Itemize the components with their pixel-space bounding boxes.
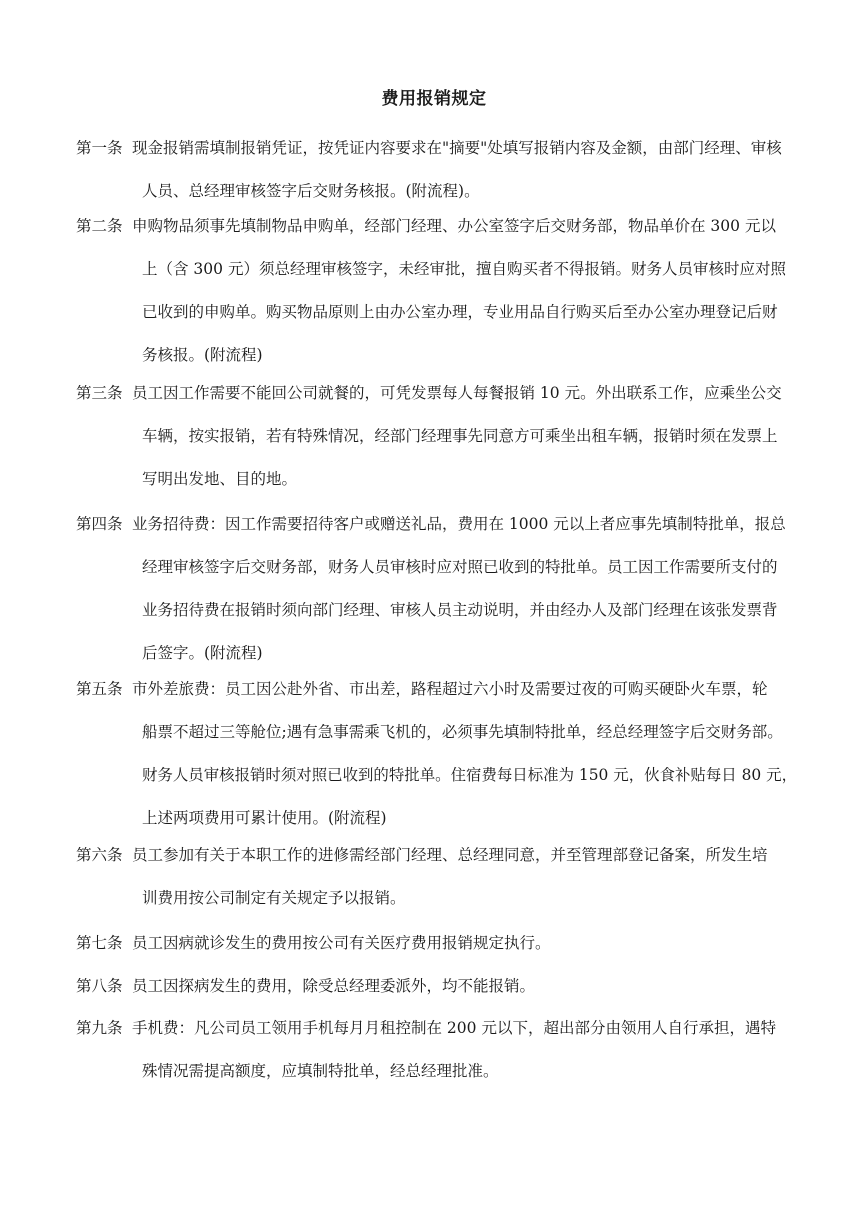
article-text-line: 殊情况需提高额度，应填制特批单，经总经理批准。: [142, 1062, 499, 1080]
article-text-line: 业务招待费在报销时须向部门经理、审核人员主动说明，并由经办人及部门经理在该张发票背: [142, 601, 778, 619]
article-label: 第二条: [76, 217, 123, 235]
article-text-line: 后签字。(附流程): [142, 644, 263, 662]
article-text-line: 市外差旅费：员工因公赴外省、市出差，路程超过六小时及需要过夜的可购买硬卧火车票，轮: [132, 680, 768, 698]
article-text-line: 已收到的申购单。购买物品原则上由办公室办理，专业用品自行购买后至办公室办理登记后财: [142, 303, 778, 321]
article-text-line: 员工因探病发生的费用，除受总经理委派外，均不能报销。: [132, 977, 536, 995]
article-label: 第九条: [76, 1019, 123, 1037]
article-text-line: 上述两项费用可累计使用。(附流程): [142, 809, 387, 827]
article-text-line: 现金报销需填制报销凭证，按凭证内容要求在"摘要"处填写报销内容及金额，由部门经理、审核: [132, 139, 782, 157]
article-text-line: 业务招待费：因工作需要招待客户或赠送礼品，费用在 1000 元以上者应事先填制特批单，报总: [132, 515, 786, 533]
article-text-line: 经理审核签字后交财务部，财务人员审核时应对照已收到的特批单。员工因工作需要所支付的: [142, 558, 778, 576]
document-title: 费用报销规定: [381, 89, 487, 109]
article-label: 第四条: [76, 515, 123, 533]
article-text-line: 财务人员审核报销时须对照已收到的特批单。住宿费每日标准为 150 元，伙食补贴每日 80 元，: [142, 766, 798, 784]
article-text-line: 员工参加有关于本职工作的进修需经部门经理、总经理同意，并至管理部登记备案，所发生培: [132, 846, 768, 864]
article-text-line: 务核报。(附流程): [142, 346, 263, 364]
article-text-line: 员工因病就诊发生的费用按公司有关医疗费用报销规定执行。: [132, 934, 551, 952]
article-text-line: 船票不超过三等舱位;遇有急事需乘飞机的，必须事先填制特批单，经总经理签字后交财务部。: [142, 723, 783, 741]
article-text-line: 员工因工作需要不能回公司就餐的，可凭发票每人每餐报销 10 元。外出联系工作，应乘坐公交: [132, 384, 782, 402]
article-text-line: 训费用按公司制定有关规定予以报销。: [142, 889, 406, 907]
article-text-line: 车辆，按实报销，若有特殊情况，经部门经理事先同意方可乘坐出租车辆，报销时须在发票上: [142, 427, 778, 445]
article-label: 第六条: [76, 846, 123, 864]
article-text-line: 人员、总经理审核签字后交财务核报。(附流程)。: [142, 182, 480, 200]
article-text-line: 写明出发地、目的地。: [142, 470, 298, 488]
article-label: 第七条: [76, 934, 123, 952]
article-text-line: 申购物品须事先填制物品申购单，经部门经理、办公室签字后交财务部，物品单价在 300 元以: [132, 217, 776, 235]
article-text-line: 上（含 300 元）须总经理审核签字，未经审批，擅自购买者不得报销。财务人员审核时应对照: [142, 260, 786, 278]
article-label: 第八条: [76, 977, 123, 995]
article-label: 第五条: [76, 680, 123, 698]
article-label: 第一条: [76, 139, 123, 157]
article-text-line: 手机费：凡公司员工领用手机每月月租控制在 200 元以下，超出部分由领用人自行承担，遇特: [132, 1019, 776, 1037]
article-label: 第三条: [76, 384, 123, 402]
